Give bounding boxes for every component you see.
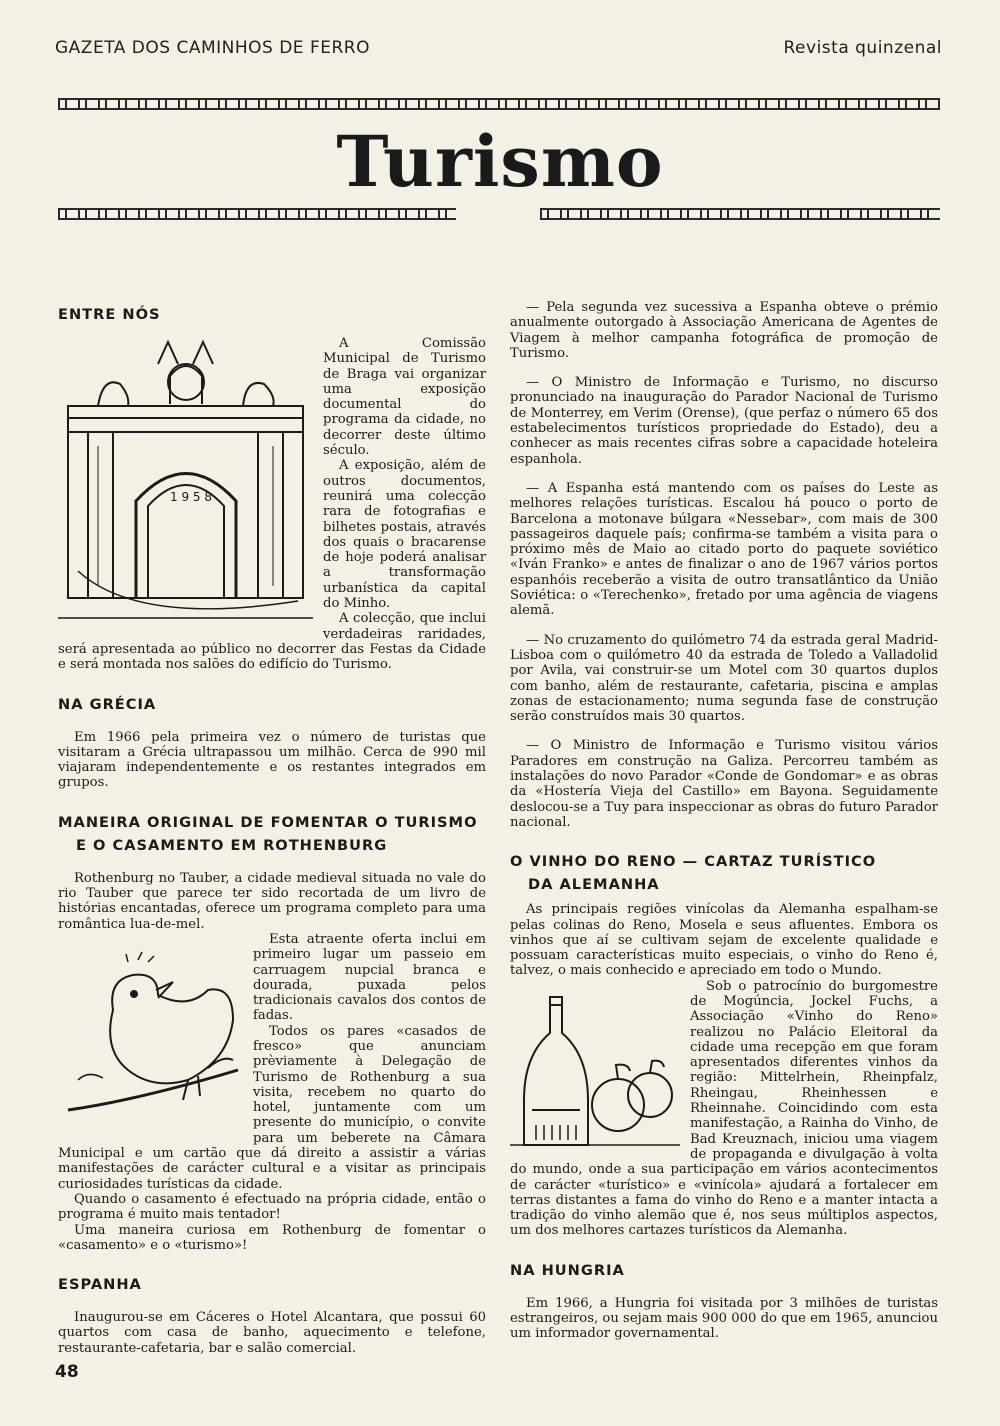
page-number: 48 — [55, 1362, 79, 1382]
rothenburg-paragraph-2 — [58, 932, 486, 1024]
spain-news-paragraph-3: — A Espanha está mantendo com os países do Leste as melhores relações turísticas. Escalou há pouco o porto de Barcelona a motonave búlgara «Nessebar», com mais de 300 passageiros daquele país; confirma-se também a visita para o próximo mês de Maio ao citado porto do paquete soviético «Iván Franko» e antes de finalizar o ano de 1967 vários portos espanhóis receberão a visita de outro transatlântico da União Soviética: o «Terechenko», fretado por uma agência de viagens alemã. — [510, 480, 938, 619]
spain-news-paragraph-1: — Pela segunda vez sucessiva a Espanha obteve o prémio anualmente outorgado à Associação Americana de Agentes de Viagem à melhor campanha fotográfica de promoção de Turismo. — [510, 300, 938, 361]
heading-vinho-line-2: DA ALEMANHA — [528, 876, 660, 894]
wine-bottle-and-fruit-illustration — [510, 985, 680, 1155]
city-gate-illustration — [58, 336, 313, 626]
heading-entre-nos: ENTRE NÓS — [58, 306, 161, 323]
journal-title: GAZETA DOS CAMINHOS DE FERRO — [55, 38, 370, 58]
rothenburg-paragraph-3: Todos os pares «casados de fresco» que anunciam prèviamente à Delegação de Turismo de Rothenburg a sua visita, recebem no quarto do hotel, juntamente com um presente do município, o convite para um beberete na Câmara Municipal e um cartão que dá direito a assistir a várias manifestações de carácter cultural e a visitar as principais curiosidades turísticas da cidade. — [58, 1023, 486, 1192]
heading-vinho-line-1: O VINHO DO RENO — CARTAZ TURÍSTICO — [510, 853, 877, 871]
left-column — [58, 303, 486, 1356]
rothenburg-paragraph-1: Rothenburg no Tauber, a cidade medieval situada no vale do rio Tauber que parece ter sido recortada de um livro de histórias encantadas, oferece um programa completo para uma romântica lua-de-mel. — [58, 870, 486, 932]
spain-news-paragraph-2: — O Ministro de Informação e Turismo, no discurso pronunciado na inauguração do Parador Nacional de Turismo de Monterrey, em Verim (Orense), (que perfaz o número 65 dos estabelecimentos turísticos propriedade do Estado), deu a conhecer as mais recentes cifras sobre a capacidade hoteleira espanhola. — [510, 375, 938, 467]
greek-key-border-left — [58, 208, 456, 220]
rothenburg-paragraph-5: Uma maneira curiosa em Rothenburg de fomentar o «casamento» e o «turismo»! — [58, 1222, 486, 1253]
rothenburg-paragraph-2-text: Esta atraente oferta inclui em primeiro lugar um passeio em carruagem nupcial branca e dourada, puxada pelos tradicionais cavalos dos contos de fadas. — [253, 931, 486, 1024]
heading-rothenburg-line-1: MANEIRA ORIGINAL DE FOMENTAR O TURISMO — [58, 813, 478, 831]
entre-nos-paragraph-3: A colecção, que inclui verdadeiras raridades, será apresentada ao público no decorrer das Festas da Cidade e será montada nos salões do edifício do Turismo. — [58, 611, 486, 673]
page-title: Turismo — [336, 120, 664, 203]
greek-key-border-top — [58, 98, 940, 110]
greek-key-border-right — [540, 208, 940, 220]
spain-news-paragraph-4: — No cruzamento do quilómetro 74 da estrada geral Madrid-Lisboa com o quilómetro 40 da estrada de Toledo a Valladolid por Avila, vai construir-se um Motel com 30 quartos duplos com banho, além de restaurante, cafetaria, piscina e amplas zonas de estacionamento; numa segunda fase de construção serão construídos mais 30 quartos. — [510, 632, 938, 725]
journal-subtitle: Revista quinzenal — [783, 38, 942, 58]
entre-nos-paragraph-1: A Comissão Municipal de Turismo de Braga vai organizar uma exposição documental do programa da cidade, no decorrer deste último século. — [323, 336, 486, 459]
grecia-paragraph: Em 1966 pela primeira vez o número de turistas que visitaram a Grécia ultrapassou um milhão. Cerca de 990 mil viajaram independentemente e os restantes integrados em grupos. — [58, 729, 486, 791]
rothenburg-paragraph-4: Quando o casamento é efectuado na própria cidade, então o programa é muito mais tentador! — [58, 1191, 486, 1223]
vinho-paragraph-2 — [510, 979, 938, 1239]
right-column — [510, 300, 938, 1342]
heading-espanha: ESPANHA — [58, 1276, 142, 1294]
vinho-paragraph-1: As principais regiões vinícolas da Alemanha espalham-se pelas colinas do Reno, Mosela e seus afluentes. Embora os vinhos que aí se cultivam sejam de excelente qualidade e possuam características muito especiais, o vinho do Reno é, talvez, o mais conhecido e apreciado em todo o Mundo. — [510, 902, 938, 979]
heading-na-hungria: NA HUNGRIA — [510, 1261, 625, 1279]
svg-text:1 9 5 8: 1 9 5 8 — [170, 490, 212, 504]
spain-news-paragraph-5: — O Ministro de Informação e Turismo visitou vários Paradores em construção na Galiza. Percorreu também as instalações do novo Parador «Conde de Gondomar» e as obras da «Hostería Vieja del Castillo» em Bayona. Seguidamente deslocou-se a Tuy para inspeccionar as obras do futuro Parador nacional. — [510, 738, 938, 830]
espanha-paragraph: Inaugurou-se em Cáceres o Hotel Alcantara, que possui 60 quartos com casa de banho, aquecimento e telefone, restaurante-cafetaria, bar e salão comercial. — [58, 1310, 486, 1356]
entre-nos-paragraph-2: A exposição, além de outros documentos, reunirá uma colecção rara de fotografias e bilhetes postais, através dos quais o bracarense de hoje poderá analisar a transformação urbanística da capital do Minho. — [323, 458, 486, 612]
heading-rothenburg-line-2: E O CASAMENTO EM ROTHENBURG — [76, 836, 388, 854]
hungria-paragraph: Em 1966, a Hungria foi visitada por 3 milhões de turistas estrangeiros, ou sejam mais 900 000 do que em 1965, anunciou um informador governamental. — [510, 1295, 938, 1342]
bird-on-branch-illustration — [58, 950, 243, 1130]
vinho-paragraph-2-text: Sob o patrocínio do burgomestre de Mogúncia, Jockel Fuchs, a Associação «Vinho do Reno» realizou no Palácio Eleitoral da cidade uma recepção em que foram apresentados diferentes vinhos da região: Mittelrhein, Rheinpfalz, Rheingau, Rheinhessen e Rheinnahe. Coincidindo com esta manifestação, a Rainha do Vinho, de Bad Kreuznach, iniciou uma viagem de propaganda e divulgação à volta do mundo, onde a sua participação em vários acontecimentos de carácter «turístico» e «vinícola» ajudará a fortalecer em terras distantes a fama do vinho do Reno e a manter intacta a tradição do vinho alemão que é, nos seus múltiplos aspectos, um dos melhores cartazes turísticos da Alemanha. — [510, 978, 938, 1239]
heading-na-grecia: NA GRÉCIA — [58, 695, 157, 713]
